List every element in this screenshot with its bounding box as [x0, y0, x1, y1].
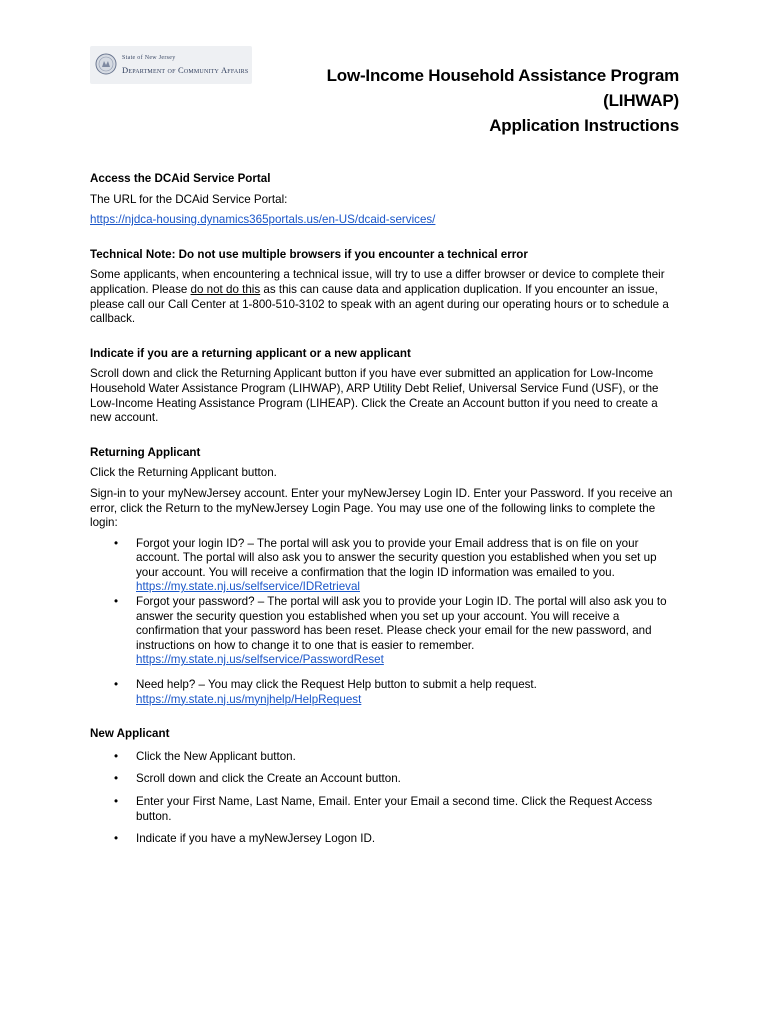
logo-state-text: State of New Jersey [122, 55, 176, 61]
technical-text [90, 268, 682, 326]
list-item-text: Need help? – You may click the Request Help button to submit a help request. [136, 678, 537, 692]
document-title [327, 63, 679, 138]
section-new-applicant [90, 727, 682, 847]
list-item-text: Forgot your login ID? – The portal will ask you to provide your Email address that is on file on your account. The portal will also ask you to answer the security question you established when you set up your account. You will receive a confirmation that the login ID information was emailed to you. [136, 536, 657, 579]
indicate-text: Scroll down and click the Returning Applicant button if you have ever submitted an application for Low-Income Household Water Assistance Program (LIHWAP), ARP Utility Debt Relief, Universal Service Fund (USF), or the Low-Income Heating Assistance Program (LIHEAP). Click the Create an Account button if you need to create a new account. [90, 367, 659, 425]
list-item-text: Enter your First Name, Last Name, Email. Enter your Email a second time. Click the Request Access button. [136, 795, 653, 823]
list-item-text: Click the New Applicant button. [136, 749, 296, 763]
title-line-3: Application Instructions [489, 116, 679, 135]
list-item-text: Forgot your password? – The portal will ask you to provide your Login ID. The portal will also ask you to answer the security question you established when you set up your account. You will receive a confirmation that your password has been reset. Please check your email for the new password, and instructions on how to change it to one that is easier to remember. [136, 595, 667, 652]
returning-step-1: Click the Returning Applicant button. [90, 466, 277, 480]
id-retrieval-link[interactable]: https://my.state.nj.us/selfservice/IDRetrieval [136, 580, 361, 594]
bullet-icon: • [114, 536, 119, 550]
list-item [90, 678, 682, 707]
new-applicant-heading: New Applicant [90, 727, 170, 741]
bullet-icon: • [114, 795, 119, 808]
bullet-icon: • [114, 772, 119, 786]
section-indicate [90, 347, 682, 426]
bullet-icon: • [114, 832, 119, 846]
help-request-link[interactable]: https://my.state.nj.us/mynjhelp/HelpRequest [136, 692, 362, 706]
bullet-icon: • [114, 595, 119, 609]
list-item-text: Scroll down and click the Create an Account button. [136, 772, 401, 786]
list-item [90, 795, 682, 824]
technical-text-part: as this can cause data and application duplication. If you encounter an issue, please call our Call Center at 1-800-510-3102 to speak with an agent during our operating hours or to schedule a callback. [90, 282, 669, 326]
dca-logo [90, 46, 252, 84]
title-line-2: (LIHWAP) [603, 91, 679, 110]
nj-state-seal-icon [95, 53, 117, 75]
bullet-icon: • [114, 678, 119, 692]
technical-heading: Technical Note: Do not use multiple browsers if you encounter a technical error [90, 247, 528, 261]
title-line-1: Low-Income Household Assistance Program [326, 66, 679, 85]
bullet-icon: • [114, 749, 119, 763]
new-applicant-steps-list [90, 750, 682, 847]
returning-heading: Returning Applicant [90, 445, 201, 459]
access-text: The URL for the DCAid Service Portal: [90, 192, 288, 206]
do-not-do-this-emphasis: do not do this [190, 282, 261, 296]
section-returning-applicant [90, 446, 682, 708]
returning-step-2: Sign-in to your myNewJersey account. Enter your myNewJersey Login ID. Enter your Password. If you receive an error, click the Return to the myNewJersey Login Page. You may use one of the following links to complete the login: [90, 486, 673, 530]
technical-text-part: Some applicants, when encountering a technical issue, will try to use a differ browser or device to complete their application. Please [90, 268, 665, 296]
list-item [90, 595, 682, 668]
password-reset-link[interactable]: https://my.state.nj.us/selfservice/PasswordReset [136, 653, 384, 667]
list-item-text: Indicate if you have a myNewJersey Logon ID. [136, 832, 376, 846]
list-item [90, 537, 682, 595]
returning-options-list [90, 537, 682, 708]
list-item [90, 772, 682, 787]
access-heading: Access the DCAid Service Portal [90, 172, 271, 185]
logo-department-text: Department of Community Affairs [122, 65, 249, 75]
dcaid-portal-link[interactable]: https://njdca-housing.dynamics365portals.us/en-US/dcaid-services/ [90, 213, 436, 227]
list-item [90, 750, 682, 765]
section-technical-note [90, 248, 682, 327]
section-access [90, 172, 682, 228]
indicate-heading: Indicate if you are a returning applicant or a new applicant [90, 346, 411, 360]
list-item [90, 832, 682, 847]
document-body [90, 172, 682, 855]
